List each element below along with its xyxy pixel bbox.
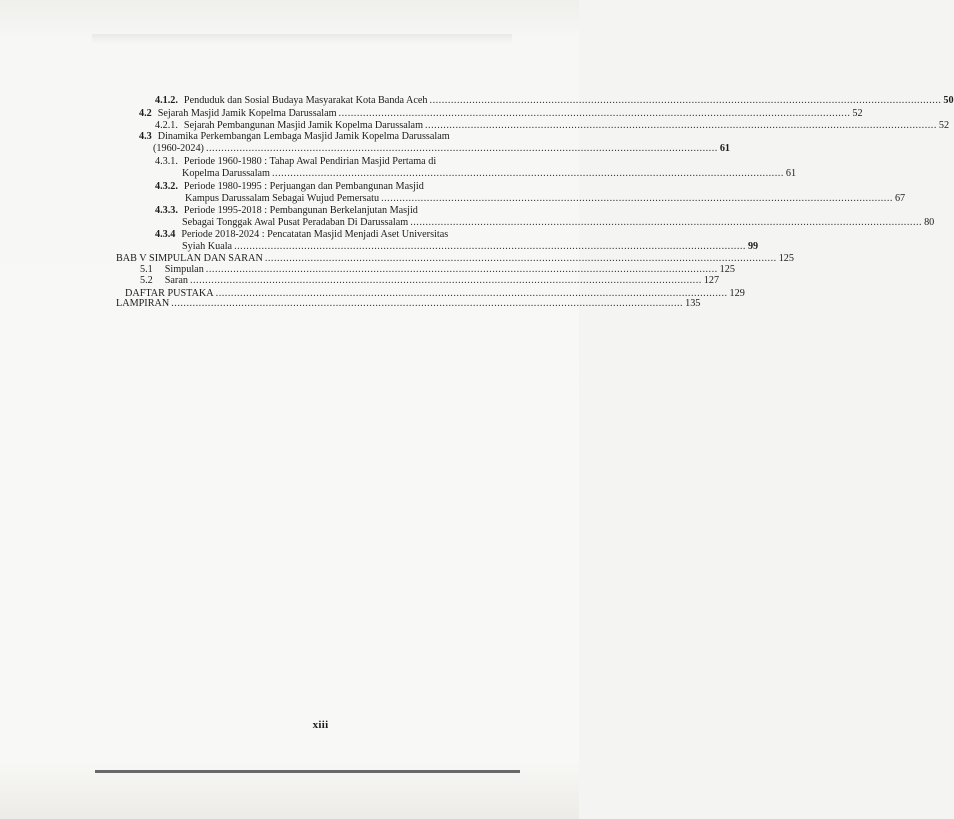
toc-page: 67 (894, 193, 906, 204)
leader-dots: ........................................................................................................................................................................ (234, 241, 746, 252)
toc-number: 5.2 (140, 275, 153, 286)
leader-dots: ........................................................................................................................................................................ (410, 217, 923, 228)
leader-dots: ........................................................................................................................................................................ (205, 264, 718, 275)
toc-page: 52 (938, 120, 950, 131)
leader-dots: ........................................................................................................................................................................ (381, 193, 893, 204)
toc-title-line1: Periode 2018-2024 : Pencatatan Masjid Menjadi Aset Universitas (181, 229, 449, 240)
toc-title-line1: Dinamika Perkembangan Lembaga Masjid Jamik Kopelma Darussalam (157, 131, 450, 142)
toc-number: 4.3 (139, 131, 152, 142)
toc-page: 99 (747, 241, 759, 252)
toc-title-line2: Kampus Darussalam Sebagai Wujud Pemersatu (185, 193, 380, 204)
toc-title-line2: (1960-2024) (153, 143, 204, 154)
toc-title-line1: Periode 1995-2018 : Pembangunan Berkelanjutan Masjid (183, 205, 418, 216)
leader-dots: ........................................................................................................................................................................ (429, 95, 942, 106)
leader-dots: ........................................................................................................................................................................ (215, 288, 728, 299)
toc-page: 61 (785, 168, 797, 179)
toc-entry-4-3-2 (155, 181, 906, 205)
toc-entry-4-3-3 (155, 205, 935, 229)
toc-title-line1: Periode 1960-1980 : Tahap Awal Pendirian Masjid Pertama di (183, 156, 437, 167)
toc-number: 4.3.1. (155, 156, 178, 167)
toc-page: 50 (943, 95, 954, 106)
toc-number: 5.1 (140, 264, 153, 275)
toc-entry-4-1-2 (155, 95, 954, 107)
leader-dots: ........................................................................................................................................................................ (271, 168, 784, 179)
toc-page: 61 (719, 143, 730, 154)
toc-number: 4.2.1. (155, 120, 178, 131)
toc-number: 4.3.3. (155, 205, 178, 216)
page-bottom-edge (95, 770, 520, 773)
toc-title-line2: Kopelma Darussalam (182, 168, 270, 179)
leader-dots: ........................................................................................................................................................................ (171, 298, 684, 309)
toc-title: DAFTAR PUSTAKA (125, 288, 214, 299)
toc-page: 125 (778, 253, 794, 264)
toc-title: LAMPIRAN (116, 298, 170, 309)
leader-dots: ........................................................................................................................................................................ (425, 120, 937, 131)
toc-title-line2: Sebagai Tonggak Awal Pusat Peradaban Di Darussalam (182, 217, 409, 228)
leader-dots: ........................................................................................................................................................................ (338, 108, 851, 119)
toc-page: 135 (685, 298, 701, 309)
toc-page: 80 (924, 217, 935, 228)
toc-number: 4.1.2. (155, 95, 178, 106)
toc-entry-4-3-1 (155, 156, 797, 180)
toc-entry-4-3-4 (155, 229, 759, 253)
toc-number: 4.3.4 (155, 229, 176, 240)
toc-title: Sejarah Pembangunan Masjid Jamik Kopelma Darussalam (183, 120, 423, 131)
toc-page: 52 (852, 108, 863, 119)
leader-dots: ........................................................................................................................................................................ (205, 143, 718, 154)
toc-entry-4-3 (139, 131, 730, 155)
toc-page: 125 (719, 264, 735, 275)
toc-page: 129 (729, 288, 745, 299)
leader-dots: ........................................................................................................................................................................ (264, 253, 777, 264)
leader-dots: ........................................................................................................................................................................ (189, 275, 702, 286)
toc-entry-lampiran (116, 298, 701, 310)
toc-page: 127 (703, 275, 720, 286)
toc-title: Simpulan (164, 264, 204, 275)
toc-title-line2: Syiah Kuala (182, 241, 233, 252)
toc-number: 4.2 (139, 108, 152, 119)
page-number: xiii (312, 719, 329, 731)
toc-title: Sejarah Masjid Jamik Kopelma Darussalam (157, 108, 337, 119)
toc-entry-4-2 (139, 108, 863, 120)
toc-number: 4.3.2. (155, 181, 178, 192)
toc-title: Saran (164, 275, 188, 286)
toc-title-line1: Periode 1980-1995 : Perjuangan dan Pembangunan Masjid (183, 181, 424, 192)
toc-title: Penduduk dan Sosial Budaya Masyarakat Kota Banda Aceh (183, 95, 428, 106)
toc-title: BAB V SIMPULAN DAN SARAN (116, 253, 263, 264)
toc-entry-5-2 (140, 275, 720, 287)
